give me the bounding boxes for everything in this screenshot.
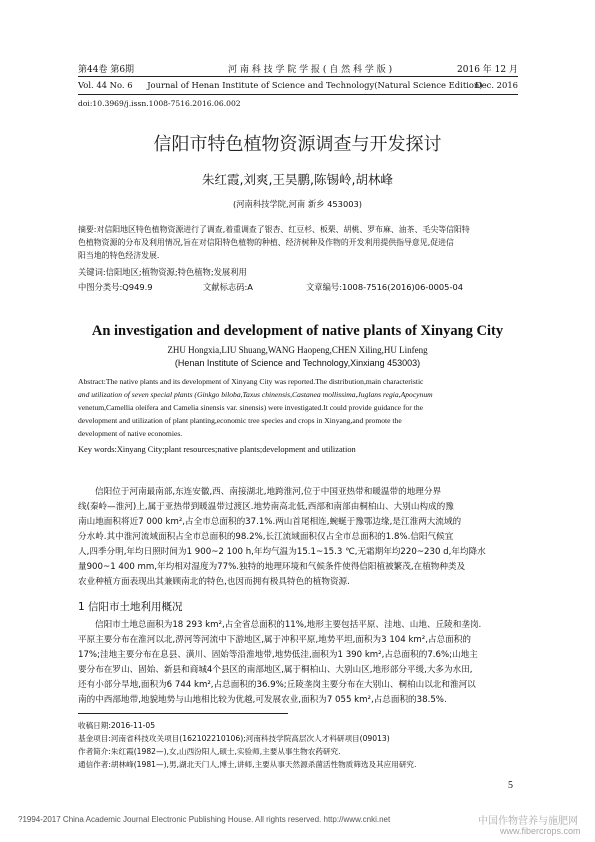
abstract-en-line: and utilization of seven special plants (Ginkgo biloba,Taxus chinensis,Castanea mollissima,Juglans regia,Apocynum (78, 390, 433, 399)
journal-header-en (78, 80, 518, 90)
watermark-logo: 中国作物营养与施肥网 (478, 816, 578, 827)
abstract-en-line: development of native economies. (78, 429, 183, 438)
doc-code-cn: 文献标志码:A (203, 282, 253, 292)
intro-line: 南山地面积将近7 000 km²,占全市总面积的37.1%.两山首尾相连,蜿蜒于豫鄂边缘,是江淮两大流域的 (78, 517, 462, 527)
footnote-received: 收稿日期:2016-11-05 (78, 721, 156, 730)
watermark-url: www.fibercrops.com (500, 826, 581, 836)
doi: doi:10.3969/j.issn.1008-7516.2016.06.002 (78, 99, 241, 108)
classification-row (78, 281, 518, 293)
section1-line: 还有小部分旱地,面积为6 744 km²,占总面积的36.9%;丘陵垄岗主要分布在大别山、桐柏山以北和淮河以 (78, 680, 476, 690)
header-rule-bottom (78, 94, 518, 95)
intro-line: 线(秦岭—淮河)上,属于亚热带到暖温带过渡区.地势南高北低,西部和南部由桐柏山、大别山构成的豫 (78, 502, 454, 512)
footnote-rule (78, 713, 288, 714)
authors-cn: 朱红霞,刘爽,王昊鹏,陈锡岭,胡林峰 (202, 172, 393, 187)
section1-line: 信阳市土地总面积为18 293 km²,占全省总面积的11%,地形主要包括平原、洼地、山地、丘陵和垄岗. (95, 620, 482, 630)
intro-line: 人,四季分明,年均日照时间为1 900~2 100 h,年均气温为15.1~15.3 ℃,无霜期年均220~230 d,年均降水 (78, 547, 486, 557)
keywords-cn: 关键词:信阳地区;植物资源;特色植物;发展利用 (78, 267, 247, 277)
section1-line: 17%;洼地主要分布在息县、潢川、固始等沿淮地带,地势低洼,面积为1 390 km²,占总面积的7.6%;山地主 (78, 650, 478, 660)
affiliation-cn: (河南科技学院,河南 新乡 453003) (232, 199, 363, 209)
journal-name-en: Journal of Henan Institute of Science and Technology(Natural Science Edition) (147, 80, 483, 90)
keywords-en: Key words:Xinyang City;plant resources;native plants;development and utilization (78, 445, 356, 454)
abstract-cn-line: 阳当地的特色经济发展. (78, 251, 160, 260)
article-no-cn: 文章编号:1008-7516(2016)06-0005-04 (306, 282, 464, 292)
paper-title-en: An investigation and development of native plants of Xinyang City (91, 323, 504, 339)
section-heading: 1 信阳市土地利用概况 (78, 601, 183, 613)
section1-line: 南的中西部地带,地貌地势与山地相比较为优越,可发展农业,面积为7 055 km²,占总面积的38.5%. (78, 695, 447, 705)
affiliation-en: (Henan Institute of Science and Technology,Xinxiang 453003) (174, 358, 421, 368)
journal-header-cn (78, 62, 518, 75)
abstract-en-line: Abstract:The native plants and its development of Xinyang City was reported.The distribution,main characteristic (78, 377, 424, 386)
intro-line: 农业种植方面表现出其兼顾南北的特色,也因而拥有极具特色的植物资源. (78, 577, 350, 587)
copyright-notice: ?1994-2017 China Academic Journal Electronic Publishing House. All rights reserved. http://www.cnki.net (18, 815, 391, 824)
volume-issue-en: Vol. 44 No. 6 (78, 80, 133, 90)
page-number: 5 (508, 780, 513, 791)
intro-line: 量900~1 400 mm,年均相对湿度为77%.独特的地理环境和气候条件使得信阳植被繁茂,在植物种类及 (78, 562, 466, 572)
intro-line: 分水岭.其中淮河流域面积占全市总面积的98.2%,长江流域面积仅占全市总面积的1.8%.信阳气候宜 (78, 532, 454, 542)
volume-issue-cn: 第44卷 第6期 (78, 65, 135, 75)
issue-date-en: Dec. 2016 (475, 80, 518, 90)
footnote-author: 作者简介:朱红霞(1982—),女,山西汾阳人,硕士,实验师,主要从事生物农药研究. (78, 747, 341, 756)
authors-en: ZHU Hongxia,LIU Shuang,WANG Haopeng,CHEN Xiling,HU Linfeng (167, 345, 428, 355)
section1-line: 要分布在罗山、固始、新县和商城4个县区的南部地区,属于桐柏山、大别山区,地形部分平缓,大多为水田, (78, 665, 473, 675)
abstract-cn-line: 色植物资源的分布及利用情况,旨在对信阳特色植物的种植、经济树种及作物的开发利用提供指导意见,促进信 (78, 238, 454, 247)
header-rule-top (78, 76, 518, 77)
intro-line: 信阳位于河南最南部,东连安徽,西、南接湖北,地跨淮河,位于中国亚热带和暖温带的地理分界 (95, 487, 442, 497)
classification-cn: 中图分类号:Q949.9 (78, 282, 153, 292)
paper-title-cn: 信阳市特色植物资源调查与开发探讨 (153, 134, 442, 155)
abstract-en-line: venetum,Camellia oleifera and Camelia sinensis var. sinensis) were investigated.It could provide guidance for the (78, 403, 423, 412)
section1-line: 平原主要分布在淮河以北,淠河等河流中下游地区,属于冲积平原,地势平坦,面积为3 104 km²,占总面积的 (78, 635, 471, 645)
journal-name-cn: 河 南 科 技 学 院 学 报 ( 自 然 科 学 版 ) (228, 65, 393, 75)
footnote-funding: 基金项目:河南省科技攻关项目(162102210106);河南科技学院高层次人才科研项目(09013) (78, 734, 390, 743)
issue-date-cn: 2016 年 12 月 (457, 65, 518, 75)
footnote-corresponding: 通信作者:胡林峰(1981—),男,湖北天门人,博士,讲师,主要从事天然源杀菌活性物质筛选及其应用研究. (78, 760, 417, 769)
abstract-en-line: development and utilization of plant planting,economic tree species and crops in Xinyang,and promote the (78, 416, 402, 425)
abstract-cn-line: 摘要:对信阳地区特色植物资源进行了调查,着重调查了银杏、红豆杉、板栗、胡桃、罗布麻、油茶、毛尖等信阳特 (78, 225, 470, 234)
